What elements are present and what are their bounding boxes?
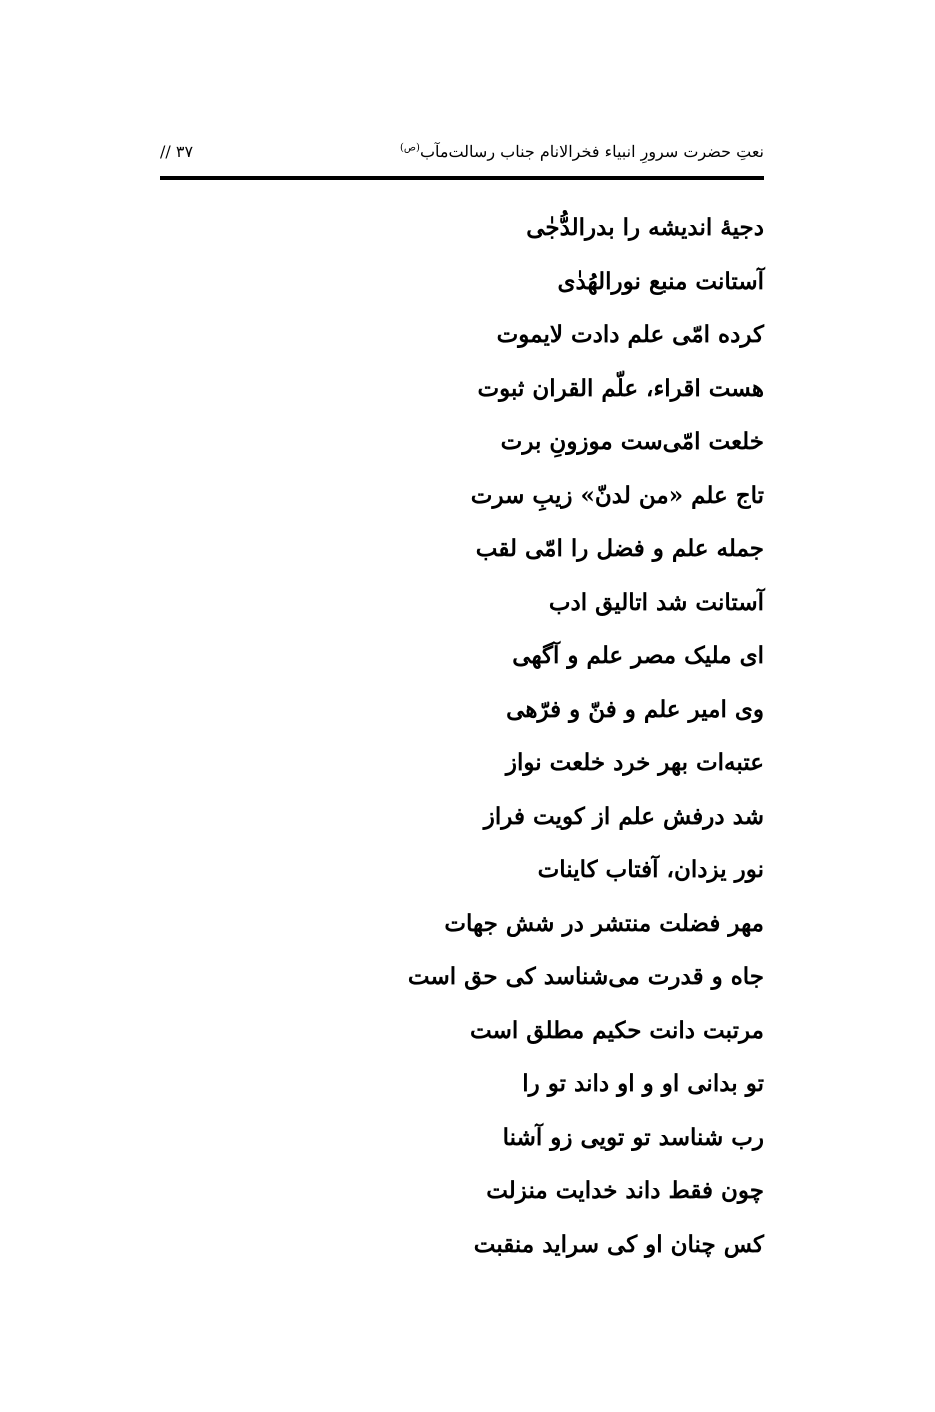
poem-line: دجیهٔ اندیشه را بدرالدُّجٰی	[526, 214, 764, 241]
poem-line: شد درفش علم از کویت فراز	[483, 802, 764, 830]
poem-line: نور یزدان، آفتاب کاینات	[537, 856, 764, 883]
poem-line: چون فقط داند خدایت منزلت	[486, 1177, 764, 1204]
poem-line: کس چنان او کی سراید منقبت	[473, 1230, 764, 1258]
poem-line: جمله علم و فضل را امّی لقب	[475, 535, 764, 562]
poem-line: کرده امّی علم دادت لایموت	[496, 321, 764, 348]
header-title	[400, 142, 764, 161]
header-title-text: نعتِ حضرت سرورِ انبیاء فخرالانام جناب رسالت‌مآب	[419, 142, 764, 161]
page-number: ۳۷	[175, 142, 194, 161]
poem-line: مرتبت دانت حکیم مطلق است	[470, 1016, 764, 1044]
poem-line: آستانت منبع نورالهُدٰی	[557, 267, 764, 295]
header-separator: //	[160, 142, 171, 161]
header-rule	[160, 176, 764, 180]
poem-line: مهر فضلت منتشر در شش جهات	[444, 909, 764, 937]
poem-line: رب شناسد تو تویی زو آشنا	[502, 1123, 764, 1151]
poem-line: هست اقراء، علّم القران ثبوت	[477, 374, 764, 402]
poem-line: عتبه‌ات بهر خرد خلعت نواز	[505, 749, 764, 776]
poem-line: خلعت امّی‌ست موزونِ برت	[500, 428, 764, 455]
honorific-mark: (ص)	[400, 142, 420, 154]
poem-line: ای ملیک مصر علم و آگهی	[512, 642, 764, 669]
poem	[264, 208, 764, 1278]
poem-line: تو بدانی او و او داند تو را	[522, 1070, 764, 1097]
poem-line: تاج علم «من لدنّ» زیبِ سرت	[470, 481, 764, 509]
running-header	[160, 132, 764, 180]
page-number-group	[160, 142, 193, 161]
poem-line: آستانت شد اتالیق ادب	[548, 588, 764, 616]
poem-line: وی امیر علم و فنّ و فرّهی	[506, 695, 764, 723]
poem-line: جاه و قدرت می‌شناسد کی حق است	[407, 963, 764, 990]
